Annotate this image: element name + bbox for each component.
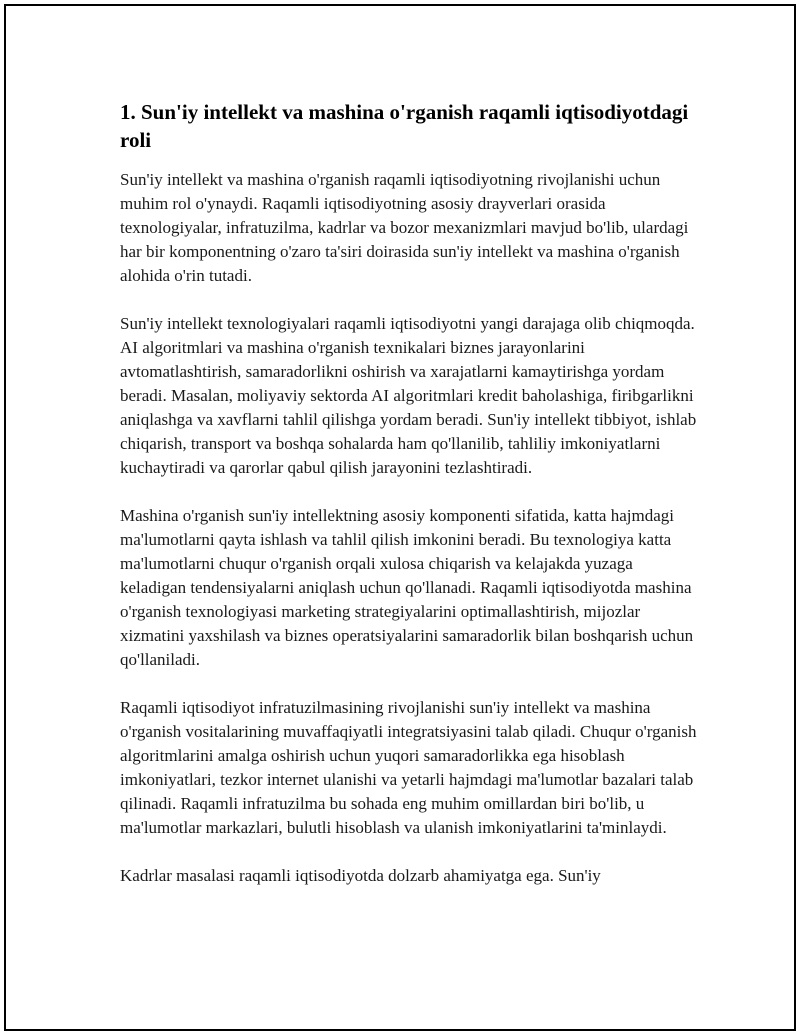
paragraph-ai-technologies: Sun'iy intellekt texnologiyalari raqamli iqtisodiyotni yangi darajaga olib chiqmoqda. AI algoritmlari va mashina o'rganish texnikalari biznes jarayonlarini avtomatlashtirish, samaradorlikni oshirish va xarajatlarni kamaytirishga yordam beradi. Masalan, moliyaviy sektorda AI algoritmlari kredit baholashiga, firibgarlikni aniqlashga va xavflarni tahlil qilishga yordam beradi. Sun'iy intellekt tibbiyot, ishlab chiqarish, transport va boshqa sohalarda ham qo'llanilib, tahliliy imkoniyatlarni kuchaytiradi va qarorlar qabul qilish jarayonini tezlashtiradi. — [120, 314, 697, 477]
paragraph-machine-learning: Mashina o'rganish sun'iy intellektning asosiy komponenti sifatida, katta hajmdagi ma'lumotlarni qayta ishlash va tahlil qilish imkonini beradi. Bu texnologiya katta ma'lumotlarni chuqur o'rganish orqali xulosa chiqarish va kelajakda yuzaga keladigan tendensiyalarni aniqlash uchun qo'llanadi. Raqamli iqtisodiyotda mashina o'rganish texnologiyasi marketing strategiyalarini optimallashtirish, mijozlar xizmatini yaxshilash va biznes operatsiyalarini samaradorlik bilan boshqarish uchun qo'llaniladi. — [120, 506, 694, 669]
paragraph-infrastructure: Raqamli iqtisodiyot infratuzilmasining rivojlanishi sun'iy intellekt va mashina o'rganish vositalarining muvaffaqiyatli integratsiyasini talab qiladi. Chuqur o'rganish algoritmlarini amalga oshirish uchun yuqori samaradorlikka ega hisoblash imkoniyatlari, tezkor internet ulanishi va yetarli hajmdagi ma'lumotlar bazalari talab qilinadi. Raqamli infratuzilma bu sohada eng muhim omillardan biri bo'lib, u ma'lumotlar markazlari, bulutli hisoblash va ulanish imkoniyatlarini ta'minlaydi. — [120, 698, 697, 837]
document-body — [120, 98, 700, 912]
page-frame — [4, 4, 796, 1031]
paragraph-personnel: Kadrlar masalasi raqamli iqtisodiyotda dolzarb ahamiyatga ega. Sun'iy — [120, 866, 601, 885]
paragraph-intro: Sun'iy intellekt va mashina o'rganish raqamli iqtisodiyotning rivojlanishi uchun muhim rol o'ynaydi. Raqamli iqtisodiyotning asosiy drayverlari orasida texnologiyalar, infratuzilma, kadrlar va bozor mexanizmlari mavjud bo'lib, ulardagi har bir komponentning o'zaro ta'siri doirasida sun'iy intellekt va mashina o'rganish alohida o'rin tutadi. — [120, 170, 689, 285]
section-title: 1. Sun'iy intellekt va mashina o'rganish raqamli iqtisodiyotdagi roli — [120, 100, 689, 152]
